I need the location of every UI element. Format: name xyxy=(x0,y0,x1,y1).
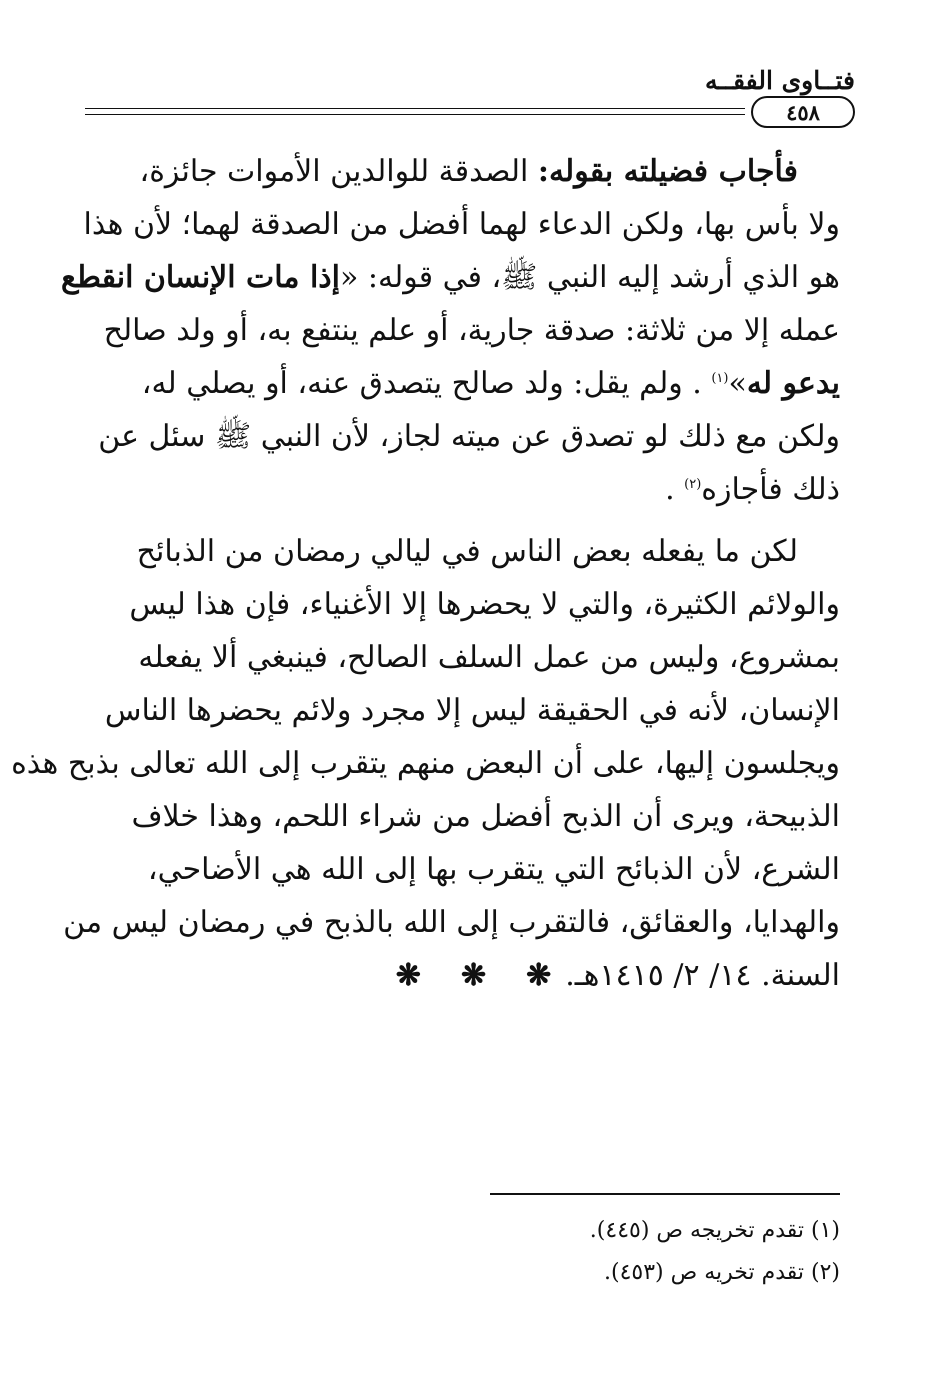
text-segment: هو الذي أرشد إليه النبي ﷺ، في قوله: « xyxy=(339,260,840,295)
running-title: فتــاوى الفقــه xyxy=(704,66,855,95)
text-line xyxy=(88,463,840,516)
page-header xyxy=(85,66,855,136)
text-line: بمشروع، وليس من عمل السلف الصالح، فينبغي ألا يفعله xyxy=(138,640,840,675)
text-line: ولا بأس بها، ولكن الدعاء لهما أفضل من الصدقة لهما؛ لأن هذا xyxy=(83,207,840,242)
text-line: الإنسان، لأنه في الحقيقة ليس إلا مجرد ولائم يحضرها الناس xyxy=(104,693,840,728)
text-line: الشرع، لأن الذبائح التي يتقرب بها إلى الله هي الأضاحي، xyxy=(147,852,840,887)
text-segment: . xyxy=(665,472,685,507)
paragraph-gap xyxy=(88,516,840,525)
text-line: ويجلسون إليها، على أن البعض منهم يتقرب إلى الله تعالى بذبح هذه xyxy=(11,746,840,781)
hadith-text: يدعو له xyxy=(746,366,840,401)
body-text xyxy=(11,145,840,1002)
page-number: ٤٥٨ xyxy=(751,96,855,128)
header-rule-bottom xyxy=(85,114,745,115)
text-line xyxy=(88,357,840,410)
header-rule-top xyxy=(85,108,745,109)
asterism-icon: ❋ xyxy=(460,958,487,993)
asterism-icon: ❋ xyxy=(526,958,552,993)
text-line: السنة. ١٤/ ٢/ ١٤١٥هـ. xyxy=(565,958,840,993)
text-line xyxy=(88,525,840,578)
footnote-ref-1[interactable]: (١) xyxy=(711,371,729,386)
text-segment: . ولم يقل: ولد صالح يتصدق عنه، أو يصلي له، xyxy=(141,366,702,401)
hadith-text: إذا مات الإنسان انقطع xyxy=(61,260,340,295)
text-line xyxy=(88,145,840,198)
quote-close: » xyxy=(728,366,747,401)
text-line: والولائم الكثيرة، والتي لا يحضرها إلا الأغنياء، فإن هذا ليس xyxy=(129,587,840,622)
footnotes xyxy=(340,1210,840,1294)
section-separator xyxy=(0,958,947,993)
footnote-divider xyxy=(490,1193,840,1195)
answer-lead: فأجاب فضيلته بقوله: xyxy=(537,154,798,189)
asterism-icon: ❋ xyxy=(395,958,421,993)
text-segment: الصدقة للوالدين الأموات جائزة، xyxy=(139,154,529,189)
footnote-1: (١) تقدم تخريجه ص (٤٤٥). xyxy=(589,1218,840,1243)
text-line xyxy=(61,251,840,304)
text-line: الذبيحة، ويرى أن الذبح أفضل من شراء اللحم، وهذا خلاف xyxy=(131,799,840,834)
footnote-2: (٢) تقدم تخريه ص (٤٥٣). xyxy=(604,1260,840,1285)
text-line: ولكن مع ذلك لو تصدق عن ميته لجاز، لأن النبي ﷺ سئل عن xyxy=(98,419,840,454)
hadith-line: عمله إلا من ثلاثة: صدقة جارية، أو علم ينتفع به، أو ولد صالح xyxy=(103,313,840,348)
text-line: والهدايا، والعقائق، فالتقرب إلى الله بالذبح في رمضان ليس من xyxy=(63,905,840,940)
text-segment: لكن ما يفعله بعض الناس في ليالي رمضان من الذبائح xyxy=(136,534,798,569)
text-segment: ذلك فأجازه xyxy=(701,472,840,507)
footnote-ref-2[interactable]: (٢) xyxy=(684,477,702,492)
